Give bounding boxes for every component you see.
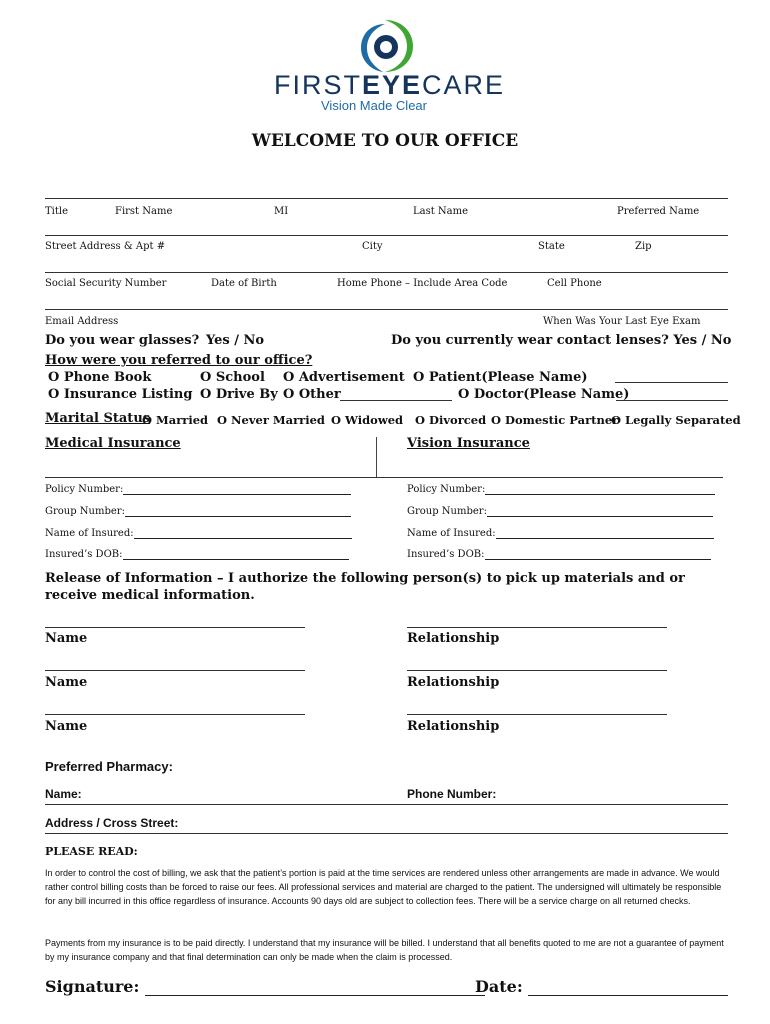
row1-line[interactable] <box>45 198 728 199</box>
billing-policy-paragraph: In order to control the cost of billing, we ask that the patient’s portion is paid at the time services are rendered unless other arrangements are made in advance. We would rather control billing costs than be forced to raise our fees. All professional services and material are charged to the patient. The undersigned will ultimately be responsible for any bill incurred in this office regardless of insurance. Accounts 90 days old are subject to collection fees. There will be a service charge on all returned checks. <box>45 868 722 906</box>
pharmacy-name-label: Name: <box>45 787 82 801</box>
vision-insured-dob-label: Insured’s DOB: <box>407 549 485 560</box>
city-label: City <box>362 241 383 252</box>
last-exam-label: When Was Your Last Eye Exam <box>543 316 701 327</box>
logo-eye-icon <box>355 18 415 74</box>
marital-label: Marital Status <box>45 411 151 426</box>
ref-phone-book[interactable]: O Phone Book <box>48 370 152 385</box>
ref-other-line[interactable] <box>340 400 452 401</box>
ref-advertisement[interactable]: O Advertisement <box>283 370 405 385</box>
pharmacy-phone-label: Phone Number: <box>407 787 497 801</box>
release-name-line-1[interactable] <box>45 627 305 628</box>
marital-domestic[interactable]: O Domestic Partner <box>491 413 619 427</box>
marital-never[interactable]: O Never Married <box>217 413 325 427</box>
row2-line[interactable] <box>45 235 728 236</box>
release-rel-line-2[interactable] <box>407 670 667 671</box>
referred-question: How were you referred to our office? <box>45 353 313 368</box>
ref-doctor-line[interactable] <box>616 400 728 401</box>
logo-brand-eye: EYE <box>362 70 423 100</box>
marital-married[interactable]: O Married <box>142 413 209 427</box>
first-name-label: First Name <box>115 206 173 217</box>
release-rel-line-1[interactable] <box>407 627 667 628</box>
contacts-question[interactable]: Do you currently wear contact lenses? Yes / No <box>391 333 732 348</box>
medical-insured-name-field[interactable] <box>45 528 352 539</box>
vision-policy-label: Policy Number: <box>407 484 486 495</box>
vision-insured-dob-field[interactable] <box>407 549 711 560</box>
date-field[interactable] <box>475 977 728 996</box>
date-label: Date: <box>475 977 523 996</box>
release-statement: Release of Information – I authorize the following person(s) to pick up materials and or receive medical information. <box>45 571 685 603</box>
vision-policy-field[interactable] <box>407 484 715 495</box>
ref-school[interactable]: O School <box>200 370 265 385</box>
row3-line[interactable] <box>45 272 728 273</box>
medical-group-field[interactable] <box>45 506 351 517</box>
cell-phone-label: Cell Phone <box>547 278 602 289</box>
ssn-label: Social Security Number <box>45 278 167 289</box>
signature-field[interactable] <box>45 977 485 996</box>
insurance-policy-paragraph: Payments from my insurance is to be paid directly. I understand that my insurance will be billed. I understand that all benefits quoted to me are not a guarantee of payment by my insurance company and that final determination can only be made when the claim is processed. <box>45 938 724 962</box>
marital-divorced[interactable]: O Divorced <box>415 413 487 427</box>
ref-drive-by[interactable]: O Drive By <box>200 387 278 402</box>
logo <box>0 14 770 114</box>
pharmacy-address-label: Address / Cross Street: <box>45 816 179 830</box>
medical-group-label: Group Number: <box>45 506 125 517</box>
medical-policy-field[interactable] <box>45 484 351 495</box>
vision-insured-name-label: Name of Insured: <box>407 528 496 539</box>
release-rel-label-3: Relationship <box>407 719 500 734</box>
dob-label: Date of Birth <box>211 278 277 289</box>
release-rel-label-1: Relationship <box>407 631 500 646</box>
pharmacy-name-line[interactable] <box>45 804 728 805</box>
last-name-label: Last Name <box>413 206 469 217</box>
medical-insured-dob-field[interactable] <box>45 549 349 560</box>
vision-group-label: Group Number: <box>407 506 487 517</box>
release-name-line-2[interactable] <box>45 670 305 671</box>
ref-doctor[interactable]: O Doctor(Please Name) <box>458 387 630 402</box>
ref-patient-line[interactable] <box>615 382 728 383</box>
release-rel-line-3[interactable] <box>407 714 667 715</box>
medical-insured-name-label: Name of Insured: <box>45 528 134 539</box>
release-name-label-1: Name <box>45 631 88 646</box>
preferred-name-label: Preferred Name <box>617 206 700 217</box>
email-label: Email Address <box>45 316 119 327</box>
title-label: Title <box>45 206 69 217</box>
release-name-label-2: Name <box>45 675 88 690</box>
please-read-heading: PLEASE READ: <box>45 845 138 858</box>
insurance-divider <box>376 437 377 477</box>
ref-insurance-listing[interactable]: O Insurance Listing <box>48 387 193 402</box>
logo-brand-first: FIRST <box>274 70 362 100</box>
medical-insurance-heading: Medical Insurance <box>45 436 181 451</box>
release-name-label-3: Name <box>45 719 88 734</box>
state-label: State <box>538 241 565 252</box>
logo-tagline: Vision Made Clear <box>321 98 427 113</box>
street-label: Street Address & Apt # <box>45 241 166 252</box>
logo-wordmark <box>274 70 505 101</box>
glasses-answer[interactable]: Yes / No <box>206 333 265 348</box>
zip-label: Zip <box>635 241 652 252</box>
vision-group-field[interactable] <box>407 506 713 517</box>
home-phone-label: Home Phone – Include Area Code <box>337 278 508 289</box>
release-rel-label-2: Relationship <box>407 675 500 690</box>
logo-brand-care: CARE <box>422 70 506 100</box>
marital-widowed[interactable]: O Widowed <box>331 413 404 427</box>
ref-patient[interactable]: O Patient(Please Name) <box>413 370 588 385</box>
mi-label: MI <box>274 206 289 217</box>
signature-label: Signature: <box>45 977 140 996</box>
insurance-top-line <box>45 477 723 478</box>
vision-insurance-heading: Vision Insurance <box>407 436 530 451</box>
marital-separated[interactable]: O Legally Separated <box>611 413 741 427</box>
pharmacy-heading: Preferred Pharmacy: <box>45 759 173 774</box>
ref-other[interactable]: O Other <box>283 387 341 402</box>
medical-insured-dob-label: Insured’s DOB: <box>45 549 123 560</box>
pharmacy-address-line[interactable] <box>45 833 728 834</box>
medical-policy-label: Policy Number: <box>45 484 124 495</box>
page-title: WELCOME TO OUR OFFICE <box>251 131 519 151</box>
vision-insured-name-field[interactable] <box>407 528 714 539</box>
row4-line[interactable] <box>45 309 728 310</box>
release-name-line-3[interactable] <box>45 714 305 715</box>
glasses-question: Do you wear glasses? <box>45 333 200 348</box>
